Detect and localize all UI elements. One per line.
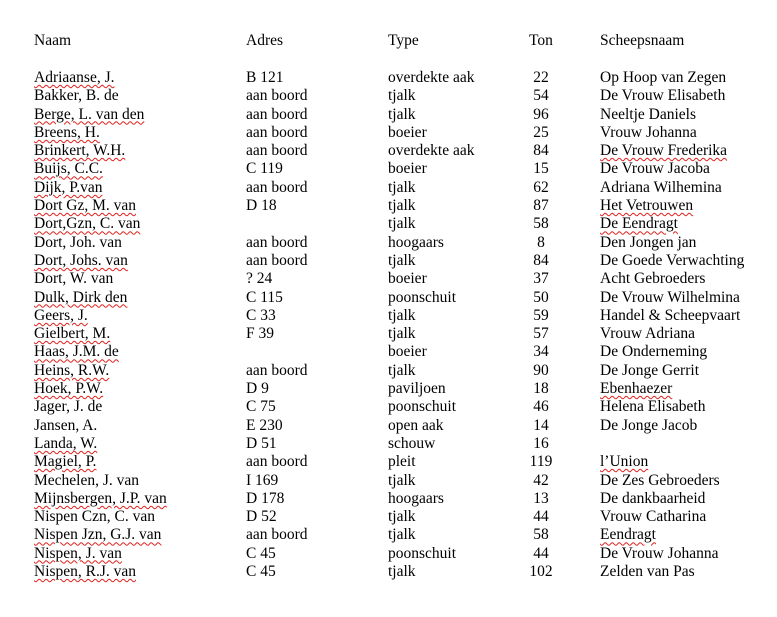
cell-type: tjalk — [388, 563, 416, 581]
table-row — [0, 142, 777, 160]
cell-type: tjalk — [388, 361, 416, 379]
cell-scheepsnaam: Den Jongen jan — [600, 233, 697, 251]
cell-ton: 54 — [533, 87, 549, 105]
cell-adres: D 9 — [246, 380, 269, 398]
cell-naam: Dijk, P.van — [34, 178, 103, 196]
cell-type: tjalk — [388, 471, 416, 489]
cell-ton: 50 — [533, 288, 549, 306]
cell-scheepsnaam: l’Union — [600, 453, 649, 471]
cell-scheepsnaam: De Eendragt — [600, 215, 678, 233]
cell-adres: aan boord — [246, 105, 308, 123]
cell-adres: E 230 — [246, 416, 283, 434]
cell-type: poonschuit — [388, 544, 457, 562]
cell-ton: 44 — [533, 508, 549, 526]
cell-scheepsnaam: De Vrouw Frederika — [600, 142, 728, 160]
cell-type: tjalk — [388, 306, 416, 324]
table-row — [0, 453, 777, 471]
cell-ton: 14 — [533, 416, 549, 434]
cell-type: hoogaars — [388, 233, 444, 251]
cell-scheepsnaam: De Vrouw Elisabeth — [600, 87, 726, 105]
cell-adres: C 119 — [246, 160, 283, 178]
table-row — [0, 417, 777, 435]
cell-type: tjalk — [388, 215, 416, 233]
cell-naam: Dort, W. van — [34, 270, 114, 288]
cell-type: tjalk — [388, 325, 416, 343]
table-row — [0, 197, 777, 215]
header-type: Type — [388, 32, 419, 49]
table-row — [0, 270, 777, 288]
cell-ton: 58 — [533, 526, 549, 544]
cell-adres: C 45 — [246, 563, 276, 581]
cell-type: overdekte aak — [388, 142, 475, 160]
cell-adres: aan boord — [246, 453, 308, 471]
cell-naam: Nispen Jzn, G.J. van — [34, 526, 162, 544]
cell-scheepsnaam: De Onderneming — [600, 343, 708, 361]
table-row — [0, 179, 777, 197]
cell-ton: 58 — [533, 215, 549, 233]
cell-naam: Adriaanse, J. — [34, 69, 115, 86]
table-row — [0, 289, 777, 307]
cell-scheepsnaam: De Vrouw Jacoba — [600, 160, 710, 178]
cell-naam: Buijs, C.C. — [34, 160, 103, 178]
table-row — [0, 545, 777, 563]
cell-type: tjalk — [388, 526, 416, 544]
cell-type: hoogaars — [388, 489, 444, 507]
cell-scheepsnaam: Handel & Scheepvaart — [600, 306, 741, 324]
cell-naam: Dort,Gzn, C. van — [34, 215, 141, 233]
cell-scheepsnaam: De Vrouw Johanna — [600, 544, 719, 562]
cell-adres: F 39 — [246, 325, 274, 343]
cell-adres: D 178 — [246, 489, 285, 507]
cell-ton: 46 — [533, 398, 549, 416]
cell-adres: C 45 — [246, 544, 276, 562]
cell-adres: D 18 — [246, 197, 277, 215]
cell-scheepsnaam: Vrouw Adriana — [600, 325, 696, 343]
table-row — [0, 508, 777, 526]
table-row — [0, 124, 777, 142]
table-row — [0, 380, 777, 398]
cell-naam: Jansen, A. — [34, 416, 98, 434]
cell-type: schouw — [388, 434, 436, 452]
cell-naam: Jager, J. de — [34, 398, 103, 416]
cell-naam: Mijnsbergen, J.P. van — [34, 489, 167, 507]
table-row — [0, 435, 777, 453]
cell-ton: 84 — [533, 142, 549, 160]
cell-ton: 87 — [533, 197, 549, 215]
cell-naam: Geers, J. — [34, 306, 88, 324]
cell-ton: 22 — [533, 69, 549, 86]
cell-naam: Nispen Czn, C. van — [34, 508, 155, 526]
cell-adres: aan boord — [246, 526, 308, 544]
cell-ton: 59 — [533, 306, 549, 324]
cell-adres: C 115 — [246, 288, 283, 306]
cell-type: paviljoen — [388, 380, 446, 398]
cell-scheepsnaam: De Zes Gebroeders — [600, 471, 720, 489]
cell-naam: Heins, R.W. — [34, 361, 110, 379]
cell-naam: Dulk, Dirk den — [34, 288, 128, 306]
cell-naam: Brinkert, W.H. — [34, 142, 126, 160]
cell-type: tjalk — [388, 197, 416, 215]
cell-naam: Berge, L. van den — [34, 105, 145, 123]
cell-naam: Haas, J.M. de — [34, 343, 119, 361]
cell-scheepsnaam: Ebenhaezer — [600, 380, 673, 398]
cell-type: tjalk — [388, 251, 416, 269]
table-body — [0, 69, 777, 581]
header-scheepsnaam: Scheepsnaam — [600, 32, 685, 49]
cell-adres: aan boord — [246, 251, 308, 269]
table-row — [0, 252, 777, 270]
table-row — [0, 215, 777, 233]
table-row — [0, 490, 777, 508]
cell-ton: 8 — [537, 233, 545, 251]
cell-scheepsnaam: Helena Elisabeth — [600, 398, 706, 416]
cell-adres: aan boord — [246, 123, 308, 141]
cell-type: boeier — [388, 343, 427, 361]
cell-naam: Dort, Johs. van — [34, 251, 128, 269]
cell-naam: Dort Gz, M. van — [34, 197, 137, 215]
cell-adres: aan boord — [246, 178, 308, 196]
cell-ton: 42 — [533, 471, 549, 489]
cell-ton: 102 — [529, 563, 553, 581]
cell-adres: aan boord — [246, 233, 308, 251]
cell-scheepsnaam: Op Hoop van Zegen — [600, 69, 727, 86]
table-row — [0, 307, 777, 325]
cell-adres: ? 24 — [246, 270, 273, 288]
table-row — [0, 472, 777, 490]
cell-ton: 15 — [533, 160, 549, 178]
cell-naam: Nispen, R.J. van — [34, 563, 137, 581]
cell-scheepsnaam: De Vrouw Wilhelmina — [600, 288, 740, 306]
cell-ton: 25 — [533, 123, 549, 141]
cell-adres: C 33 — [246, 306, 276, 324]
cell-scheepsnaam: Vrouw Catharina — [600, 508, 707, 526]
cell-adres: D 51 — [246, 434, 277, 452]
cell-scheepsnaam: Adriana Wilhemina — [600, 178, 722, 196]
cell-naam: Mechelen, J. van — [34, 471, 140, 489]
cell-adres: C 75 — [246, 398, 276, 416]
cell-naam: Nispen, J. van — [34, 544, 122, 562]
cell-adres: aan boord — [246, 361, 308, 379]
cell-scheepsnaam: De Jonge Gerrit — [600, 361, 699, 379]
cell-type: tjalk — [388, 105, 416, 123]
table-row — [0, 87, 777, 105]
cell-scheepsnaam: Het Vetrouwen — [600, 197, 694, 215]
table-row — [0, 160, 777, 178]
cell-ton: 62 — [533, 178, 549, 196]
cell-ton: 16 — [533, 434, 549, 452]
cell-ton: 37 — [533, 270, 549, 288]
cell-ton: 57 — [533, 325, 549, 343]
cell-naam: Landa, W. — [34, 434, 98, 452]
cell-type: pleit — [388, 453, 416, 471]
cell-naam: Hoek, P.W. — [34, 380, 104, 398]
cell-adres: aan boord — [246, 87, 308, 105]
cell-type: tjalk — [388, 178, 416, 196]
cell-type: poonschuit — [388, 288, 457, 306]
cell-type: boeier — [388, 160, 427, 178]
cell-naam: Dort, Joh. van — [34, 233, 122, 251]
cell-scheepsnaam: Acht Gebroeders — [600, 270, 706, 288]
cell-type: boeier — [388, 123, 427, 141]
cell-scheepsnaam: Eendragt — [600, 526, 656, 544]
header-ton: Ton — [529, 32, 553, 49]
table-header — [0, 32, 777, 52]
cell-type: open aak — [388, 416, 444, 434]
cell-type: boeier — [388, 270, 427, 288]
cell-adres: aan boord — [246, 142, 308, 160]
header-adres: Adres — [246, 32, 284, 49]
cell-scheepsnaam: Zelden van Pas — [600, 563, 695, 581]
cell-scheepsnaam: De dankbaarheid — [600, 489, 706, 507]
header-naam: Naam — [34, 32, 72, 49]
cell-naam: Breens, H. — [34, 123, 100, 141]
cell-scheepsnaam: Vrouw Johanna — [600, 123, 697, 141]
cell-scheepsnaam: De Jonge Jacob — [600, 416, 698, 434]
cell-type: tjalk — [388, 508, 416, 526]
cell-type: tjalk — [388, 87, 416, 105]
cell-naam: Gielbert, M. — [34, 325, 111, 343]
cell-ton: 18 — [533, 380, 549, 398]
table-row — [0, 69, 777, 87]
table-row — [0, 325, 777, 343]
cell-type: poonschuit — [388, 398, 457, 416]
table-row — [0, 398, 777, 416]
cell-naam: Bakker, B. de — [34, 87, 119, 105]
cell-ton: 34 — [533, 343, 549, 361]
cell-naam: Magiel, P. — [34, 453, 97, 471]
table-row — [0, 526, 777, 544]
cell-ton: 96 — [533, 105, 549, 123]
cell-ton: 90 — [533, 361, 549, 379]
cell-adres: B 121 — [246, 69, 284, 86]
table-row — [0, 234, 777, 252]
table-row — [0, 362, 777, 380]
cell-adres: I 169 — [246, 471, 279, 489]
cell-ton: 44 — [533, 544, 549, 562]
cell-type: overdekte aak — [388, 69, 475, 86]
cell-ton: 84 — [533, 251, 549, 269]
cell-ton: 13 — [533, 489, 549, 507]
table-row — [0, 563, 777, 581]
cell-scheepsnaam: Neeltje Daniels — [600, 105, 696, 123]
cell-scheepsnaam: De Goede Verwachting — [600, 251, 745, 269]
cell-adres: D 52 — [246, 508, 277, 526]
table-row — [0, 106, 777, 124]
table-row — [0, 343, 777, 361]
cell-ton: 119 — [529, 453, 553, 471]
